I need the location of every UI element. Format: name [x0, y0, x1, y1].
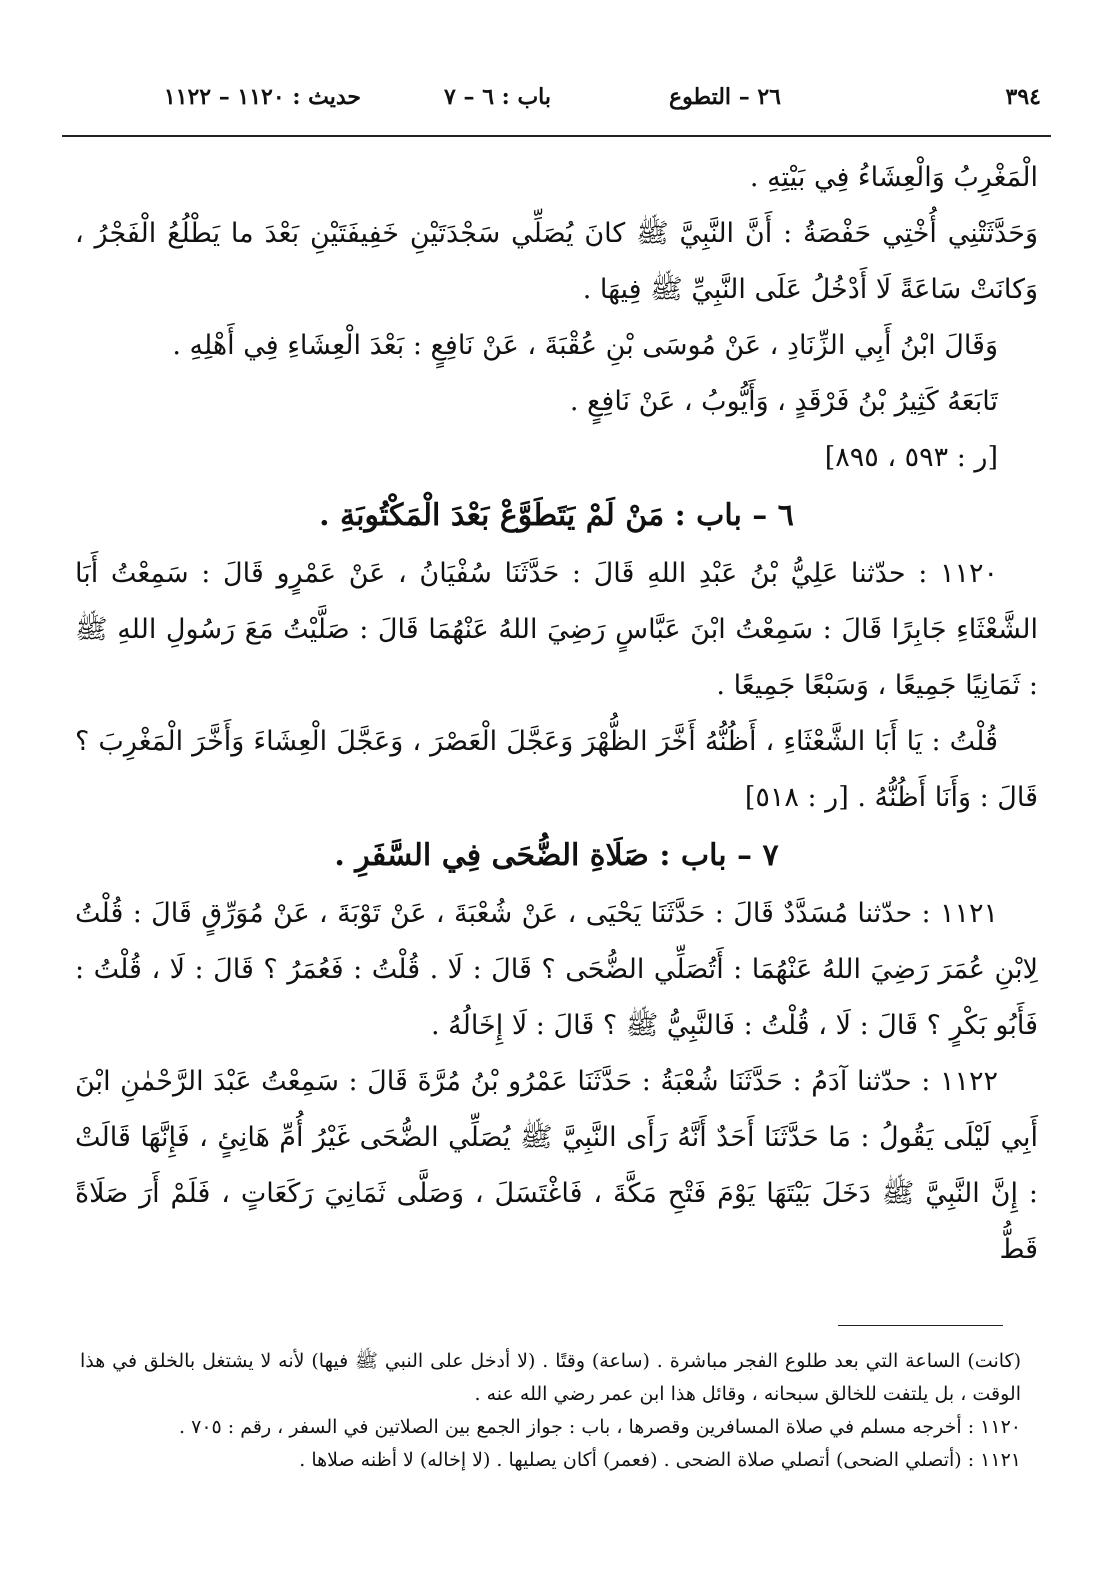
hadith-1121: ١١٢١ : حدّثنا مُسَدَّدٌ قَالَ : حَدَّثَنَا يَحْيَى ، عَنْ شُعْبَةَ ، عَنْ تَوْبَةَ ، عَنْ مُوَرِّقٍ قَالَ : قُلْتُ لِابْنِ عُمَرَ رَضِيَ اللهُ عَنْهُمَا : أَتُصَلِّي الضُّحَى ؟ قَالَ : لَا . قُلْتُ : فَعُمَرُ ؟ قَالَ : لَا ، قُلْتُ : فَأَبُو بَكْرٍ ؟ قَالَ : لَا ، قُلْتُ : فَالنَّبِيُّ ﷺ ؟ قَالَ : لَا إِخَالُهُ . [75, 898, 1038, 1041]
chapter-heading-6: ٦ – باب : مَنْ لَمْ يَتَطَوَّعْ بَعْدَ الْمَكْتُوبَةِ . [319, 498, 794, 533]
page-number: ٣٩٤ [1005, 84, 1041, 110]
footnote-divider [838, 1325, 1003, 1326]
hadith-1122: ١١٢٢ : حدّثنا آدَمُ : حَدَّثَنَا شُعْبَةُ : حَدَّثَنَا عَمْرُو بْنُ مُرَّةَ قَالَ : سَمِعْتُ عَبْدَ الرَّحْمٰنِ ابْنَ أَبِي لَيْلَى يَقُولُ : مَا حَدَّثَنَا أَحَدٌ أَنَّهُ رَأَى النَّبِيَّ ﷺ يُصَلِّي الضُّحَى غَيْرُ أُمِّ هَانِئٍ ، فَإِنَّهَا قَالَتْ : إِنَّ النَّبِيَّ ﷺ دَخَلَ بَيْتَهَا يَوْمَ فَتْحِ مَكَّةَ ، فَاغْتَسَلَ ، وَصَلَّى ثَمَانِيَ رَكَعَاتٍ ، فَلَمْ أَرَ صَلَاةً قَطُّ [75, 1066, 1038, 1265]
footnote: (كانت) الساعة التي بعد طلوع الفجر مباشرة . (ساعة) وقتًا . (لا أدخل على النبي ﷺ فيها) لأنه لا يشتغل بالخلق في هذا الوقت ، بل يلتفت للخالق سبحانه ، وقائل هذا ابن عمر رضي الله عنه . [80, 1350, 1021, 1405]
footnote-1120: ١١٢٠ : أخرجه مسلم في صلاة المسافرين وقصرها ، باب : جواز الجمع بين الصلاتين في السفر ، رقم : ٧٠٥ . [179, 1416, 1021, 1438]
text-line: الْمَغْرِبُ وَالْعِشَاءُ فِي بَيْتِهِ . [749, 162, 1038, 193]
hadith-range: حديث : ١١٢٠ – ١١٢٢ [163, 84, 361, 110]
book-title: ٢٦ – التطوع [669, 84, 781, 110]
main-text [75, 150, 1038, 1278]
hadith-1120: ١١٢٠ : حدّثنا عَلِيُّ بْنُ عَبْدِ اللهِ قَالَ : حَدَّثَنَا سُفْيَانُ ، عَنْ عَمْرٍو قَالَ : سَمِعْتُ أَبَا الشَّعْثَاءِ جَابِرًا قَالَ : سَمِعْتُ ابْنَ عَبَّاسٍ رَضِيَ اللهُ عَنْهُمَا قَالَ : صَلَّيْتُ مَعَ رَسُولِ اللهِ ﷺ : ثَمَانِيًا جَمِيعًا ، وَسَبْعًا جَمِيعًا . [75, 558, 1038, 701]
header-divider [62, 135, 1051, 137]
footnote-1121: ١١٢١ : (أتصلي الضحى) أتصلي صلاة الضحى . (فعمر) أكان يصليها . (لا إخاله) لا أظنه صلاها . [299, 1449, 1021, 1471]
cross-reference: [ر : ٥٩٣ ، ٨٩٥] [824, 442, 998, 473]
text-line: تَابَعَهُ كَثِيرُ بْنُ فَرْقَدٍ ، وَأَيُّوبُ ، عَنْ نَافِعٍ . [569, 386, 998, 417]
bab-range: باب : ٦ – ٧ [444, 84, 551, 110]
chapter-heading-7: ٧ – باب : صَلَاةِ الضُّحَى فِي السَّفَرِ . [334, 838, 779, 873]
paragraph-hafsa: وَحَدَّثَتْنِي أُخْتِي حَفْصَةُ : أَنَّ النَّبِيَّ ﷺ كانَ يُصَلِّي سَجْدَتَيْنِ خَفِيفَتَيْنِ بَعْدَ ما يَطْلُعُ الْفَجْرُ ، وَكانَتْ سَاعَةً لَا أَدْخُلُ عَلَى النَّبِيِّ ﷺ فِيهَا . [75, 218, 1038, 305]
running-header [62, 78, 1051, 118]
hadith-1120-continuation: قُلْتُ : يَا أَبَا الشَّعْثَاءِ ، أَظُنُّهُ أَخَّرَ الظُّهْرَ وَعَجَّلَ الْعَصْرَ ، وَعَجَّلَ الْعِشَاءَ وَأَخَّرَ الْمَغْرِبَ ؟ قَالَ : وَأَنَا أَظُنُّهُ . [ر : ٥١٨] [75, 726, 1038, 813]
footnotes [80, 1345, 1021, 1477]
text-line: وَقَالَ ابْنُ أَبِي الزِّنَادِ ، عَنْ مُوسَى بْنِ عُقْبَةَ ، عَنْ نَافِعٍ : بَعْدَ الْعِشَاءِ فِي أَهْلِهِ . [172, 330, 998, 361]
